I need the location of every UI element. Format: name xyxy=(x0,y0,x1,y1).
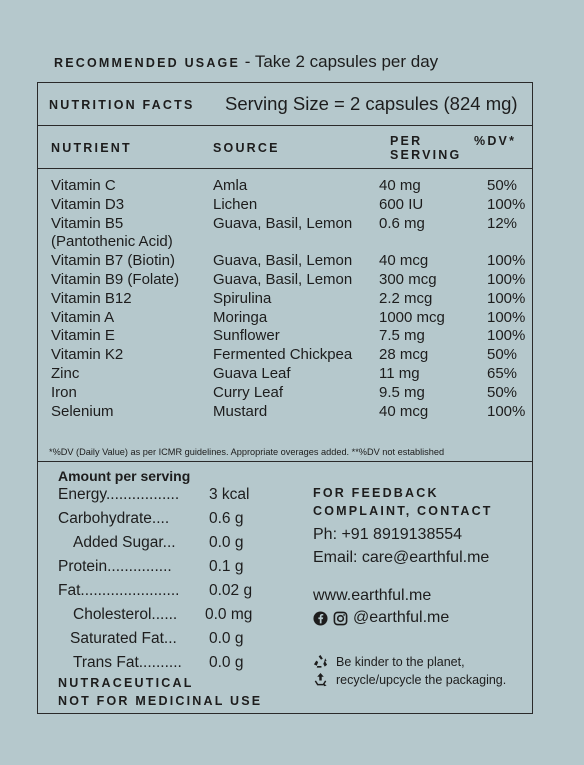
nutrient-name: Vitamin B9 (Folate) xyxy=(51,270,180,288)
amount-value-cholesterol: 0.0 mg xyxy=(205,606,253,623)
header-nutrient: NUTRIENT xyxy=(51,141,132,155)
nutrient-source: Guava, Basil, Lemon xyxy=(213,270,353,288)
nutrient-name: (Pantothenic Acid) xyxy=(51,233,173,251)
table-row xyxy=(38,384,532,403)
nutrient-source: Guava, Basil, Lemon xyxy=(213,252,353,270)
amount-value-carbohydrate: 0.6 g xyxy=(209,510,244,527)
nutrient-amount: 28 mcg xyxy=(379,346,429,364)
amount-value-saturated-fat: 0.0 g xyxy=(209,630,244,647)
nutrient-source: Guava, Basil, Lemon xyxy=(213,214,353,232)
nutrient-name: Iron xyxy=(51,383,77,401)
nutrient-dv: 50% xyxy=(487,177,518,194)
nutrient-amount: 600 IU xyxy=(379,195,424,213)
table-row xyxy=(38,271,532,290)
nutrient-amount: 0.6 mg xyxy=(379,214,425,232)
instagram-icon[interactable] xyxy=(333,611,348,626)
nutrient-dv: 12% xyxy=(487,214,518,232)
serving-size-row xyxy=(38,83,532,126)
nutrient-name: Selenium xyxy=(51,402,114,420)
nutrient-name: Vitamin B5 xyxy=(51,214,124,232)
nutrient-amount: 40 mg xyxy=(379,177,421,194)
phone-number[interactable]: Ph: +91 8919138554 xyxy=(313,526,463,543)
amount-label-fat: Fat....................... xyxy=(58,582,180,599)
nutrient-source: Spirulina xyxy=(213,289,272,307)
nutrient-amount: 9.5 mg xyxy=(379,383,425,401)
table-row xyxy=(38,346,532,365)
eco-line2 xyxy=(313,672,506,687)
amount-heading: Amount per serving xyxy=(58,468,191,484)
nutrient-dv: 50% xyxy=(487,383,518,401)
table-row xyxy=(38,309,532,328)
table-row xyxy=(38,233,532,252)
nutraceutical-line2: NOT FOR MEDICINAL USE xyxy=(58,694,263,708)
amount-label-protein: Protein............... xyxy=(58,558,172,575)
nutrition-panel xyxy=(37,82,533,714)
nutrient-dv: 100% xyxy=(487,289,526,307)
header-dv: %DV* xyxy=(474,134,517,148)
header-serving: SERVING xyxy=(390,148,462,162)
amount-label-trans-fat: Trans Fat.......... xyxy=(73,654,182,671)
nutrient-dv: 100% xyxy=(487,195,526,213)
amount-label-added-sugar: Added Sugar... xyxy=(73,534,176,551)
table-header xyxy=(38,126,532,169)
feedback-heading-line1: FOR FEEDBACK xyxy=(313,486,439,500)
nutrient-dv: 100% xyxy=(487,402,526,420)
amount-value-added-sugar: 0.0 g xyxy=(209,534,244,551)
amount-label-cholesterol: Cholesterol...... xyxy=(73,606,178,623)
table-row xyxy=(38,365,532,384)
header-per: PER xyxy=(390,134,423,148)
nutrient-name: Vitamin D3 xyxy=(51,195,125,213)
usage-label: RECOMMENDED USAGE xyxy=(54,56,241,70)
email-address[interactable]: Email: care@earthful.me xyxy=(313,549,490,566)
nutraceutical-notice xyxy=(58,674,262,710)
nutrient-dv: 50% xyxy=(487,346,518,364)
nutrient-name: Zinc xyxy=(51,364,80,382)
nutrient-amount: 11 mg xyxy=(379,364,420,382)
nutrient-source: Fermented Chickpea xyxy=(213,346,353,364)
amount-value-fat: 0.02 g xyxy=(209,582,253,599)
serving-size-value: Serving Size = 2 capsules (824 mg) xyxy=(225,93,518,114)
table-row xyxy=(38,177,532,196)
nutrient-name: Vitamin E xyxy=(51,327,115,345)
social-handle-row xyxy=(313,609,449,627)
amount-value-energy: 3 kcal xyxy=(209,486,250,503)
nutraceutical-line1: NUTRACEUTICAL xyxy=(58,676,194,690)
amount-label-carbohydrate: Carbohydrate.... xyxy=(58,510,170,527)
website-link[interactable]: www.earthful.me xyxy=(313,587,432,604)
nutrient-name: Vitamin B12 xyxy=(51,289,132,307)
table-row xyxy=(38,290,532,309)
nutrient-source: Curry Leaf xyxy=(213,383,284,401)
nutrient-amount: 40 mcg xyxy=(379,252,429,270)
nutrient-amount: 7.5 mg xyxy=(379,327,425,345)
nutrition-facts-label: NUTRITION FACTS xyxy=(49,98,195,112)
nutrient-table-body xyxy=(38,177,532,421)
recommended-usage xyxy=(54,52,438,72)
nutrient-amount: 300 mcg xyxy=(379,270,437,288)
amount-label-energy: Energy................. xyxy=(58,486,180,503)
eco-text-line1: Be kinder to the planet, xyxy=(336,654,465,669)
social-handle[interactable]: @earthful.me xyxy=(353,609,450,626)
nutrient-amount: 1000 mcg xyxy=(379,308,445,326)
nutrient-source: Sunflower xyxy=(213,327,280,345)
nutrient-name: Vitamin B7 (Biotin) xyxy=(51,252,175,270)
amount-label-saturated-fat: Saturated Fat... xyxy=(70,630,177,647)
nutrient-dv: 100% xyxy=(487,252,526,270)
facebook-icon[interactable] xyxy=(313,611,328,626)
nutrient-name: Vitamin A xyxy=(51,308,115,326)
recycle-icon xyxy=(313,654,328,669)
table-row xyxy=(38,252,532,271)
usage-text: - Take 2 capsules per day xyxy=(240,52,439,71)
nutrient-name: Vitamin K2 xyxy=(51,346,124,364)
table-row xyxy=(38,196,532,215)
table-row xyxy=(38,215,532,234)
feedback-heading-line2: COMPLAINT, CONTACT xyxy=(313,504,493,518)
upcycle-icon xyxy=(313,672,328,687)
nutrient-dv: 100% xyxy=(487,270,526,288)
feedback-heading xyxy=(313,484,493,520)
nutrient-source: Amla xyxy=(213,177,248,194)
header-source: SOURCE xyxy=(213,141,280,155)
nutrient-dv: 65% xyxy=(487,364,518,382)
eco-line1 xyxy=(313,654,465,669)
nutrient-source: Lichen xyxy=(213,195,258,213)
nutrient-amount: 2.2 mcg xyxy=(379,289,433,307)
eco-text-line2: recycle/upcycle the packaging. xyxy=(336,672,507,687)
nutrient-name: Vitamin C xyxy=(51,177,116,194)
nutrient-source: Guava Leaf xyxy=(213,364,291,382)
nutrient-amount: 40 mcg xyxy=(379,402,429,420)
nutrient-dv: 100% xyxy=(487,327,526,345)
amount-value-trans-fat: 0.0 g xyxy=(209,654,244,671)
table-row xyxy=(38,327,532,346)
nutrient-dv: 100% xyxy=(487,308,526,326)
amount-value-protein: 0.1 g xyxy=(209,558,244,575)
nutrient-source: Mustard xyxy=(213,402,268,420)
dv-footnote: *%DV (Daily Value) as per ICMR guidelines. Appropriate overages added. **%DV not established xyxy=(49,447,445,457)
nutrient-source: Moringa xyxy=(213,308,268,326)
section-divider xyxy=(38,461,532,462)
table-row xyxy=(38,403,532,422)
